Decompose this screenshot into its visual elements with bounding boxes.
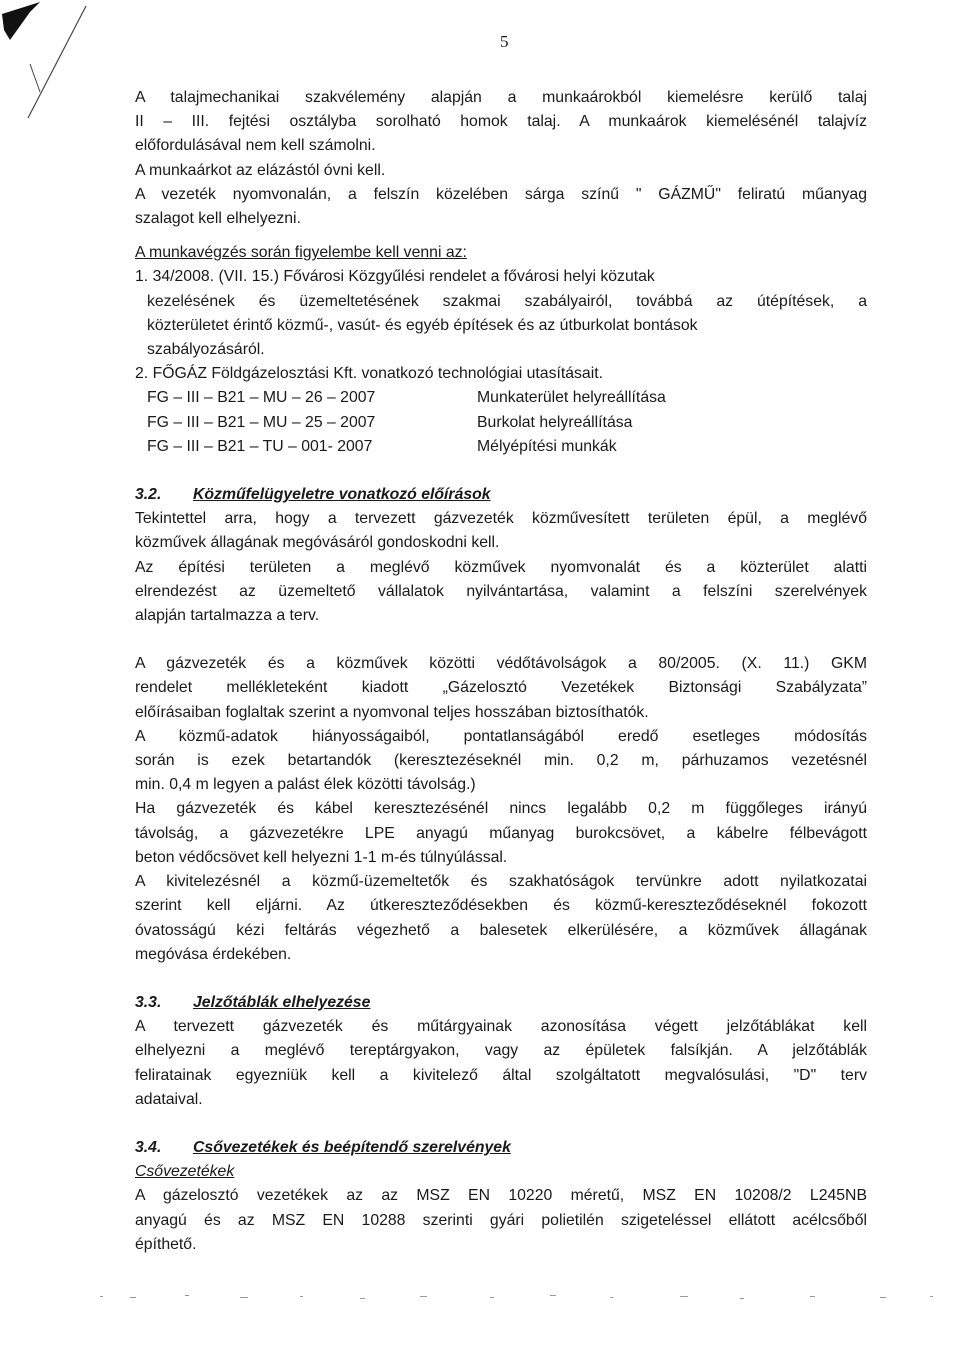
section-number: 3.4.	[135, 1138, 162, 1156]
section-number: 3.2.	[135, 486, 162, 504]
intro-line-6: szalagot kell elhelyezni.	[135, 210, 301, 228]
fg-code: FG – III – B21 – TU – 001- 2007	[147, 437, 373, 455]
s32b-line-13: megóvása érdekében.	[135, 945, 292, 963]
scan-corner-mark	[0, 0, 120, 120]
subsection-title: Csővezetékek	[135, 1163, 235, 1181]
s32-line-4: elrendezést az üzemeltető vállalatok nyilvántartása, valamint a felszíni szerelvények	[135, 582, 867, 600]
s32b-line-11: szerint kell eljárni. Az útkereszteződésekben és közmű-kereszteződéseknél fokozott	[135, 897, 867, 915]
item2: 2. FŐGÁZ Földgázelosztási Kft. vonatkozó technológiai utasításait.	[135, 365, 603, 383]
s32-line-5: alapján tartalmazza a terv.	[135, 607, 320, 625]
fg-row	[135, 386, 867, 410]
section-title: Közműfelügyeletre vonatkozó előírások	[193, 486, 491, 504]
page-number: 5	[500, 32, 509, 51]
intro-line-1: A talajmechanikai szakvélemény alapján a munkaárokból kiemelésre kerülő talaj	[135, 89, 867, 106]
s32-line-1: Tekintettel arra, hogy a tervezett gázvezeték közművesített területen épül, a meglévő	[135, 510, 867, 528]
s33-line-3: feliratainak egyezniük kell a kivitelező által szolgáltatott megvalósulási, "D" terv	[135, 1066, 867, 1084]
s33-line-2: elhelyezni a meglévő tereptárgyakon, vagy az épületek falsíkján. A jelzőtáblák	[135, 1042, 867, 1060]
fg-desc: Mélyépítési munkák	[477, 437, 617, 455]
s33-line-4: adataival.	[135, 1090, 203, 1108]
fg-code: FG – III – B21 – MU – 26 – 2007	[147, 389, 376, 407]
s32b-line-7: Ha gázvezeték és kábel keresztezésénél nincs legalább 0,2 m függőleges irányú	[135, 800, 867, 818]
s32b-line-6: min. 0,4 m legyen a palást élek közötti távolság.)	[135, 776, 476, 794]
item1-line-3: közterületet érintő közmű-, vasút- és egyéb építések és az útburkolat bontások	[147, 316, 698, 334]
section-title: Csővezetékek és beépítendő szerelvények	[193, 1138, 511, 1156]
document-body	[135, 86, 867, 1257]
item1-line-1: 1. 34/2008. (VII. 15.) Fővárosi Közgyűlési rendelet a fővárosi helyi közutak	[135, 268, 655, 286]
s32b-line-2: rendelet mellékleteként kiadott „Gázelosztó Vezetékek Biztonsági Szabályzata”	[135, 679, 867, 697]
s34-line-2: anyagú és az MSZ EN 10288 szerinti gyári polietilén szigeteléssel ellátott acélcsőből	[135, 1211, 867, 1229]
section-3-2-heading	[135, 483, 867, 507]
section-title: Jelzőtáblák elhelyezése	[193, 993, 371, 1011]
item1-line-2: kezelésének és üzemeltetésének szakmai szabályairól, továbbá az útépítések, a	[147, 292, 867, 310]
s34-line-1: A gázelosztó vezetékek az az MSZ EN 10220 méretű, MSZ EN 10208/2 L245NB	[135, 1187, 867, 1205]
fg-row	[135, 435, 867, 459]
considerations-title: A munkavégzés során figyelembe kell venni az:	[135, 244, 467, 262]
s32b-line-3: előírásaiban foglaltak szerint a nyomvonal teljes hosszában biztosíthatók.	[135, 703, 649, 721]
s32b-line-9: beton védőcsövet kell helyezni 1-1 m-és túlnyúlással.	[135, 848, 508, 866]
s32b-line-10: A kivitelezésnél a közmű-üzemeltetők és szakhatóságok tervünkre adott nyilatkozatai	[135, 873, 867, 891]
fg-row	[135, 411, 867, 435]
s32-line-3: Az építési területen a meglévő közművek nyomvonalát és a közterület alatti	[135, 558, 867, 576]
intro-line-3: előfordulásával nem kell számolni.	[135, 137, 376, 155]
s34-line-3: építhető.	[135, 1235, 197, 1253]
s32b-line-8: távolság, a gázvezetékre LPE anyagú műanyag burokcsövet, a kábelre félbevágott	[135, 824, 867, 842]
section-3-4-heading	[135, 1136, 867, 1160]
s32b-line-1: A gázvezeték és a közművek közötti védőtávolságok a 80/2005. (X. 11.) GKM	[135, 655, 867, 673]
s32b-line-5: során is ezek betartandók (keresztezéseknél min. 0,2 m, párhuzamos vezetésnél	[135, 752, 867, 770]
fg-code: FG – III – B21 – MU – 25 – 2007	[147, 413, 376, 431]
s32b-line-12: óvatosságú kézi feltárás végezhető a balesetek elkerülésére, a közművek állagának	[135, 921, 867, 939]
s33-line-1: A tervezett gázvezeték és műtárgyainak azonosítása végett jelzőtáblákat kell	[135, 1018, 867, 1036]
item1-line-4: szabályozásáról.	[147, 341, 265, 359]
section-3-3-heading	[135, 991, 867, 1015]
s32-line-2: közművek állagának megóvásáról gondoskodni kell.	[135, 534, 500, 552]
intro-line-2: II – III. fejtési osztályba sorolható homok talaj. A munkaárok kiemelésénél talajvíz	[135, 113, 867, 131]
scan-noise-strip	[90, 1292, 950, 1302]
fg-desc: Burkolat helyreállítása	[477, 413, 633, 431]
intro-line-4: A munkaárkot az elázástól óvni kell.	[135, 161, 386, 179]
section-number: 3.3.	[135, 993, 162, 1011]
s32b-line-4: A közmű-adatok hiányosságaiból, pontatlanságából eredő esetleges módosítás	[135, 727, 867, 745]
fg-desc: Munkaterület helyreállítása	[477, 389, 666, 407]
intro-line-5: A vezeték nyomvonalán, a felszín közelében sárga színű " GÁZMŰ" feliratú műanyag	[135, 185, 867, 203]
